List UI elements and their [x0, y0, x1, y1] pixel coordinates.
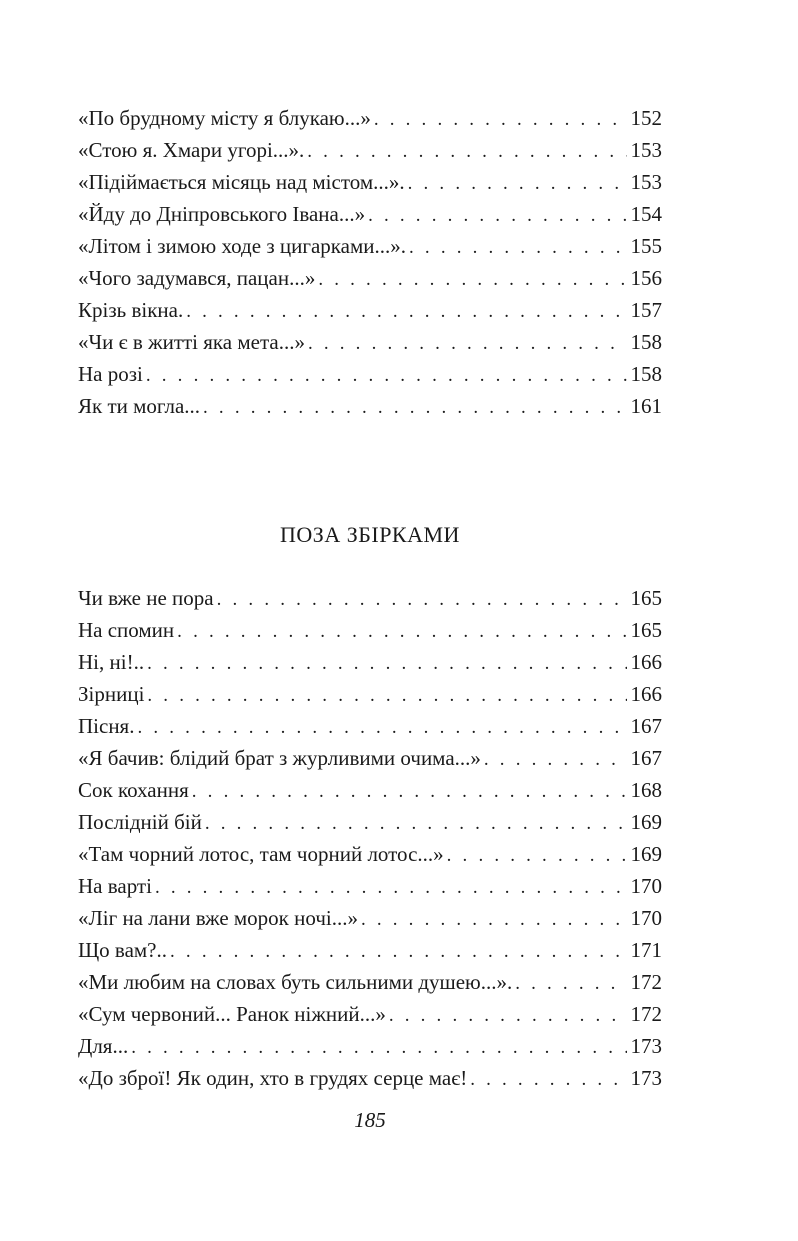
- toc-leader-dots: [137, 712, 626, 742]
- toc-entry: [78, 998, 662, 1030]
- toc-entry-page: 166: [630, 682, 662, 706]
- toc-entry-page: 173: [630, 1066, 662, 1090]
- toc-entry-title: «Я бачив: блідий брат з журливими очима...»: [78, 746, 481, 770]
- toc-entry: [78, 966, 662, 998]
- toc-entry: [78, 1062, 662, 1094]
- toc-entry: [78, 678, 662, 710]
- toc-entry-page: 167: [630, 746, 662, 770]
- toc-list-first: [78, 102, 662, 422]
- toc-entry: [78, 1030, 662, 1062]
- toc-entry: [78, 806, 662, 838]
- toc-entry: [78, 198, 662, 230]
- toc-entry-title: Ні, ні!..: [78, 650, 145, 674]
- toc-entry-page: 168: [630, 778, 662, 802]
- toc-leader-dots: [408, 168, 627, 198]
- toc-entry-page: 156: [630, 266, 662, 290]
- toc-entry-page: 166: [630, 650, 662, 674]
- toc-entry-title: На розі: [78, 362, 143, 386]
- toc-entry-page: 158: [630, 330, 662, 354]
- toc-leader-dots: [307, 136, 626, 166]
- page-number: 185: [354, 1108, 386, 1132]
- toc-entry-title: «Стою я. Хмари угорі...».: [78, 138, 305, 162]
- toc-entry-page: 165: [630, 618, 662, 642]
- toc-leader-dots: [147, 648, 626, 678]
- toc-entry: [78, 390, 662, 422]
- toc-entry: [78, 774, 662, 806]
- toc-entry-title: Що вам?..: [78, 938, 168, 962]
- toc-leader-dots: [147, 680, 626, 710]
- toc-entry-title: Як ти могла...: [78, 394, 201, 418]
- toc-entry: [78, 870, 662, 902]
- toc-leader-dots: [409, 232, 626, 262]
- toc-entry-title: «Ми любим на словах буть сильними душею...».: [78, 970, 513, 994]
- toc-entry-title: Для...: [78, 1034, 129, 1058]
- toc-entry-title: «Чи є в житті яка мета...»: [78, 330, 305, 354]
- toc-leader-dots: [155, 872, 627, 902]
- toc-entry-title: «Літом і зимою ходе з цигарками...».: [78, 234, 407, 258]
- toc-entry-title: «Чого задумався, пацан...»: [78, 266, 316, 290]
- toc-entry-page: 169: [630, 810, 662, 834]
- toc-entry-title: Послідній бій: [78, 810, 202, 834]
- toc-leader-dots: [192, 776, 627, 806]
- toc-entry-title: Крізь вікна.: [78, 298, 184, 322]
- toc-entry-page: 161: [630, 394, 662, 418]
- toc-entry: [78, 742, 662, 774]
- toc-leader-dots: [389, 1000, 627, 1030]
- toc-entry: [78, 262, 662, 294]
- toc-entry-page: 169: [630, 842, 662, 866]
- toc-entry: [78, 230, 662, 262]
- toc-entry-title: Зірниці: [78, 682, 145, 706]
- toc-entry: [78, 582, 662, 614]
- toc-entry-page: 173: [630, 1034, 662, 1058]
- toc-entry-title: «Підіймається місяць над містом...».: [78, 170, 405, 194]
- toc-entry: [78, 134, 662, 166]
- toc-leader-dots: [515, 968, 626, 998]
- toc-entry: [78, 902, 662, 934]
- toc-entry-page: 170: [630, 906, 662, 930]
- toc-entry: [78, 614, 662, 646]
- toc-entry: [78, 934, 662, 966]
- toc-leader-dots: [318, 264, 626, 294]
- toc-entry-page: 172: [630, 970, 662, 994]
- toc-leader-dots: [361, 904, 627, 934]
- toc-entry-title: Чи вже не пора: [78, 586, 214, 610]
- toc-leader-dots: [131, 1032, 626, 1062]
- toc-leader-dots: [308, 328, 627, 358]
- toc-leader-dots: [447, 840, 627, 870]
- toc-entry: [78, 102, 662, 134]
- toc-entry-page: 157: [630, 298, 662, 322]
- toc-entry: [78, 294, 662, 326]
- toc-entry-page: 154: [630, 202, 662, 226]
- toc-leader-dots: [368, 200, 626, 230]
- toc-leader-dots: [374, 104, 627, 134]
- toc-entry-page: 167: [630, 714, 662, 738]
- section-heading: ПОЗА ЗБІРКАМИ: [280, 522, 460, 547]
- toc-entry: [78, 166, 662, 198]
- toc-leader-dots: [484, 744, 627, 774]
- toc-entry: [78, 646, 662, 678]
- toc-entry-title: На спомин: [78, 618, 175, 642]
- toc-entry-title: «Сум червоний... Ранок ніжний...»: [78, 1002, 386, 1026]
- toc-entry: [78, 326, 662, 358]
- toc-leader-dots: [205, 808, 627, 838]
- toc-entry-page: 170: [630, 874, 662, 898]
- toc-leader-dots: [203, 392, 626, 422]
- toc-entry-page: 153: [630, 170, 662, 194]
- toc-entry-page: 155: [630, 234, 662, 258]
- toc-leader-dots: [217, 584, 627, 614]
- toc-entry-title: Сок кохання: [78, 778, 189, 802]
- toc-leader-dots: [146, 360, 627, 390]
- toc-leader-dots: [170, 936, 626, 966]
- toc-entry-title: Пісня.: [78, 714, 135, 738]
- toc-entry-title: «Йду до Дніпровського Івана...»: [78, 202, 366, 226]
- toc-entry-title: «Там чорний лотос, там чорний лотос...»: [78, 842, 444, 866]
- toc-leader-dots: [177, 616, 626, 646]
- toc-entry: [78, 710, 662, 742]
- toc-entry-page: 153: [630, 138, 662, 162]
- toc-entry-page: 172: [630, 1002, 662, 1026]
- toc-leader-dots: [186, 296, 626, 326]
- toc-entry: [78, 838, 662, 870]
- toc-list-second: [78, 582, 662, 1094]
- toc-entry-page: 158: [630, 362, 662, 386]
- toc-entry-title: «Ліг на лани вже морок ночі...»: [78, 906, 358, 930]
- toc-entry-page: 165: [630, 586, 662, 610]
- toc-leader-dots: [470, 1064, 626, 1094]
- toc-entry: [78, 358, 662, 390]
- toc-entry-title: На варті: [78, 874, 152, 898]
- toc-entry-title: «По брудному місту я блукаю...»: [78, 106, 371, 130]
- toc-entry-title: «До зброї! Як один, хто в грудях серце має!: [78, 1066, 468, 1090]
- toc-entry-page: 171: [630, 938, 662, 962]
- toc-entry-page: 152: [630, 106, 662, 130]
